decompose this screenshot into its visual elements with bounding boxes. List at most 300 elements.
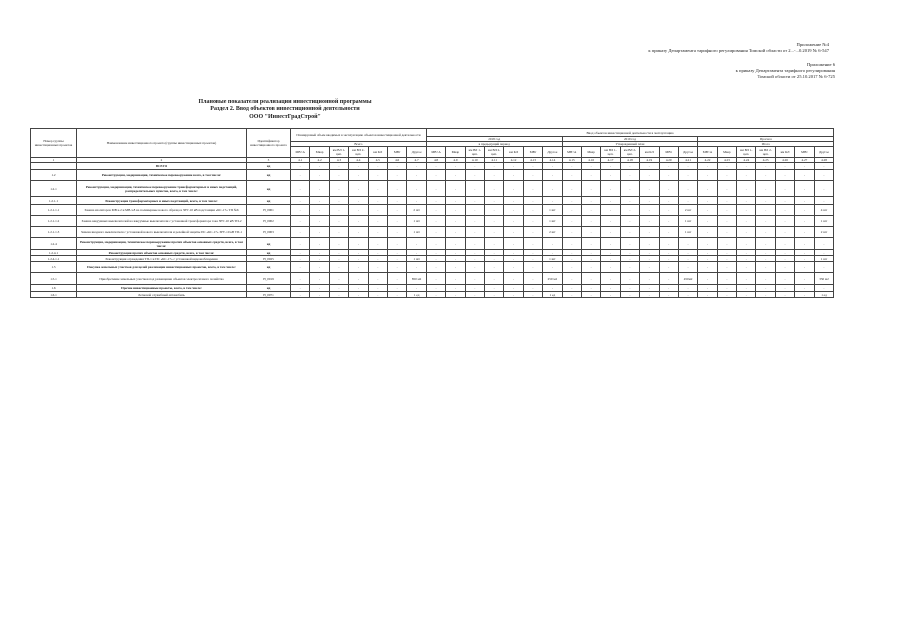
value-cell: - (756, 273, 775, 285)
table-row (31, 273, 834, 285)
value-cell: - (485, 262, 504, 273)
unit-header: Мвар (446, 147, 465, 158)
value-cell: - (426, 285, 445, 292)
value-cell: - (407, 250, 426, 256)
value-cell: - (562, 273, 581, 285)
value-cell: - (310, 250, 329, 256)
value-cell: - (659, 163, 678, 170)
value-cell: - (426, 197, 445, 205)
value-cell: - (465, 205, 484, 216)
appendix-header-1 (648, 42, 829, 54)
title-line-2: Раздел 2. Ввод объектов инвестиционной деятельности (210, 106, 360, 113)
value-cell: - (581, 238, 600, 250)
value-cell: - (620, 216, 639, 227)
value-cell: - (640, 285, 659, 292)
header-forecast: Прогноз (698, 137, 834, 142)
value-cell: - (601, 170, 620, 181)
table-row (31, 170, 834, 181)
table-row (31, 285, 834, 292)
value-cell: - (485, 292, 504, 298)
row-name: Реконструкция, модернизация, техническое перевооружение всего, в том числе: (77, 170, 247, 181)
value-cell: - (698, 163, 717, 170)
unit-header: км КЛ (368, 147, 387, 158)
value-cell: - (426, 181, 445, 197)
value-cell: - (795, 285, 814, 292)
row-name: Покупка земельных участков для целей реализации инвестиционных проектов, всего, в том числе: (77, 262, 247, 273)
value-cell: - (485, 197, 504, 205)
value-cell: - (717, 262, 736, 273)
value-cell: - (562, 205, 581, 216)
value-cell: - (329, 262, 348, 273)
row-name: Замена вакуумных выключателей на вакуумные выключатели с установкой трансформатора тока ЗРУ-10 кВ ТП-2 (77, 216, 247, 227)
row-number: 1.6 (31, 285, 77, 292)
value-cell: 1 шт (407, 227, 426, 238)
unit-header: Другое (678, 147, 697, 158)
value-cell: - (523, 205, 542, 216)
value-cell: - (465, 181, 484, 197)
row-name: Реконструкция прочих объектов основных средств, всего, в том числе: (77, 250, 247, 256)
value-cell: - (756, 250, 775, 256)
value-cell: - (504, 262, 523, 273)
value-cell: - (349, 197, 368, 205)
value-cell: - (659, 197, 678, 205)
value-cell: - (504, 170, 523, 181)
value-cell: - (504, 227, 523, 238)
table-row (31, 216, 834, 227)
unit-header: Другое (543, 147, 562, 158)
value-cell: - (485, 273, 504, 285)
value-cell: - (291, 205, 310, 216)
column-number: 4.24 (737, 158, 756, 163)
value-cell: - (523, 285, 542, 292)
value-cell: - (737, 285, 756, 292)
value-cell: - (601, 256, 620, 262)
value-cell: 2 шт (543, 227, 562, 238)
value-cell: - (426, 238, 445, 250)
value-cell: - (426, 250, 445, 256)
value-cell: 2 шт (407, 205, 426, 216)
value-cell: - (678, 238, 697, 250)
value-cell: - (562, 262, 581, 273)
value-cell: - (465, 292, 484, 298)
value-cell: - (504, 238, 523, 250)
value-cell: - (523, 292, 542, 298)
column-number: 4.19 (640, 158, 659, 163)
value-cell: 1 ед (543, 292, 562, 298)
value-cell: - (368, 216, 387, 227)
row-number: 1.2.4 (31, 238, 77, 250)
value-cell: - (620, 163, 639, 170)
header-total-period: Всего (291, 142, 427, 147)
value-cell: - (620, 250, 639, 256)
value-cell: - (349, 238, 368, 250)
value-cell: - (737, 292, 756, 298)
value-cell: - (407, 181, 426, 197)
value-cell: - (698, 197, 717, 205)
value-cell: - (640, 170, 659, 181)
value-cell: - (640, 238, 659, 250)
value-cell: - (446, 216, 465, 227)
header-forecast-sub: Итого (698, 142, 834, 147)
row-id: нд (247, 170, 291, 181)
value-cell: - (775, 197, 794, 205)
value-cell: - (737, 163, 756, 170)
column-number: 4.20 (659, 158, 678, 163)
value-cell: - (465, 273, 484, 285)
value-cell: - (291, 216, 310, 227)
value-cell: - (387, 285, 406, 292)
value-cell: - (562, 170, 581, 181)
value-cell: - (562, 227, 581, 238)
value-cell: - (485, 170, 504, 181)
value-cell: - (387, 273, 406, 285)
value-cell: - (717, 292, 736, 298)
column-number: 4.26 (775, 158, 794, 163)
value-cell: - (659, 181, 678, 197)
value-cell: - (717, 197, 736, 205)
value-cell: - (407, 163, 426, 170)
value-cell: - (291, 262, 310, 273)
value-cell: - (562, 285, 581, 292)
value-cell: - (775, 238, 794, 250)
value-cell: - (329, 205, 348, 216)
row-name: Замена изоляторов МВ.ч.2 и МВ.ч.8 на полимерные нового образца в ЗРУ-10 кВ подстанции «КС-17» ТП №6 (77, 205, 247, 216)
value-cell: 1 шт (543, 216, 562, 227)
value-cell: - (310, 292, 329, 298)
value-cell: - (504, 250, 523, 256)
value-cell: - (698, 262, 717, 273)
row-id: Н_0025 (247, 256, 291, 262)
value-cell: - (775, 256, 794, 262)
value-cell: - (775, 181, 794, 197)
value-cell: - (640, 197, 659, 205)
value-cell: - (659, 216, 678, 227)
unit-header: МВт (523, 147, 542, 158)
value-cell: - (504, 273, 523, 285)
value-cell: - (504, 163, 523, 170)
value-cell: - (717, 238, 736, 250)
column-number: 4.18 (620, 158, 639, 163)
value-cell: - (601, 273, 620, 285)
investment-table (30, 128, 834, 298)
value-cell: - (349, 170, 368, 181)
column-number: 4.14 (543, 158, 562, 163)
unit-header: Другое (407, 147, 426, 158)
value-cell: - (698, 205, 717, 216)
value-cell: 1 ед (407, 292, 426, 298)
unit-header: МВт (795, 147, 814, 158)
value-cell: - (387, 227, 406, 238)
column-number: 4.12 (504, 158, 523, 163)
value-cell: - (485, 205, 504, 216)
value-cell: - (678, 170, 697, 181)
value-cell: - (775, 273, 794, 285)
value-cell: - (426, 292, 445, 298)
table-row (31, 262, 834, 273)
value-cell: - (795, 262, 814, 273)
row-number (31, 163, 77, 170)
unit-header: км ВЛ 2-цеп. (756, 147, 775, 158)
row-number: 1.2.1 (31, 181, 77, 197)
value-cell: - (291, 250, 310, 256)
value-cell: - (814, 262, 834, 273)
row-id: нд (247, 181, 291, 197)
value-cell: - (465, 285, 484, 292)
row-number: 1.6.1 (31, 292, 77, 298)
value-cell: - (387, 216, 406, 227)
value-cell: - (737, 238, 756, 250)
value-cell: - (407, 170, 426, 181)
appendix-1-line: к приказу Департамента тарифного регулирования Томской области от 2...-...0.2019 № 6-547 (648, 48, 829, 54)
header-2019-sub: Утвержденный план (562, 142, 698, 147)
header-group-no: Номер группы инвестиционных проектов (31, 129, 77, 158)
header-id: Идентификатор инвестиционного проекта (247, 129, 291, 158)
value-cell: - (368, 205, 387, 216)
value-cell: - (659, 273, 678, 285)
value-cell: - (368, 227, 387, 238)
header-row (31, 129, 834, 137)
value-cell: - (523, 216, 542, 227)
value-cell: - (581, 292, 600, 298)
value-cell: - (310, 262, 329, 273)
value-cell: - (756, 197, 775, 205)
unit-header: км ВЛ 2-цеп. (620, 147, 639, 158)
value-cell: - (581, 250, 600, 256)
value-cell: - (756, 170, 775, 181)
column-number: 2 (77, 158, 247, 163)
value-cell: - (756, 227, 775, 238)
value-cell: - (426, 227, 445, 238)
value-cell: - (717, 216, 736, 227)
value-cell: 1 шт (678, 216, 697, 227)
value-cell: - (291, 181, 310, 197)
value-cell: - (581, 273, 600, 285)
value-cell: - (620, 170, 639, 181)
value-cell: - (446, 292, 465, 298)
value-cell: - (601, 262, 620, 273)
value-cell: - (446, 273, 465, 285)
value-cell: - (756, 181, 775, 197)
column-number: 4.1 (291, 158, 310, 163)
value-cell: - (310, 197, 329, 205)
value-cell: - (504, 292, 523, 298)
value-cell: - (678, 197, 697, 205)
row-number: 1.2.4.1 (31, 250, 77, 256)
value-cell: - (446, 227, 465, 238)
value-cell: - (601, 292, 620, 298)
value-cell: - (795, 256, 814, 262)
value-cell: - (814, 285, 834, 292)
value-cell: - (795, 292, 814, 298)
value-cell: - (659, 256, 678, 262)
value-cell: - (523, 227, 542, 238)
column-number: 4.13 (523, 158, 542, 163)
value-cell: - (795, 181, 814, 197)
value-cell: - (737, 197, 756, 205)
value-cell: - (659, 170, 678, 181)
value-cell: - (717, 273, 736, 285)
value-cell: - (795, 170, 814, 181)
value-cell: - (523, 163, 542, 170)
value-cell: - (737, 262, 756, 273)
value-cell: - (407, 238, 426, 250)
value-cell: - (775, 227, 794, 238)
value-cell: - (659, 262, 678, 273)
unit-header: км ВЛ 1-цеп. (737, 147, 756, 158)
value-cell: - (523, 197, 542, 205)
unit-header: км ВЛ 1-цеп. (329, 147, 348, 158)
column-number: 4.4 (349, 158, 368, 163)
value-cell: 1 шт (543, 256, 562, 262)
value-cell: - (659, 205, 678, 216)
value-cell: - (717, 170, 736, 181)
unit-header: км КЛ (640, 147, 659, 158)
value-cell: - (756, 292, 775, 298)
row-name: Реконструкция трансформаторных и иных подстанций, всего, в том числе: (77, 197, 247, 205)
value-cell: - (310, 273, 329, 285)
unit-header: МВ×А (291, 147, 310, 158)
row-name: Реконструкция ограждения ТП-1 и ПС «КС-17» с установкой видеонаблюдения (77, 256, 247, 262)
row-id: нд (247, 285, 291, 292)
row-number: 1.5 (31, 262, 77, 273)
value-cell: - (756, 216, 775, 227)
value-cell: 1 шт (814, 216, 834, 227)
value-cell: - (620, 227, 639, 238)
row-id: Н_0003 (247, 227, 291, 238)
row-id: Н_0001 (247, 205, 291, 216)
column-number: 4.27 (795, 158, 814, 163)
value-cell: - (620, 285, 639, 292)
value-cell: - (737, 256, 756, 262)
value-cell: - (504, 285, 523, 292)
value-cell: - (601, 250, 620, 256)
value-cell: - (640, 181, 659, 197)
column-number: 4.25 (756, 158, 775, 163)
value-cell: - (795, 205, 814, 216)
value-cell: - (485, 285, 504, 292)
value-cell: - (465, 197, 484, 205)
value-cell: - (562, 256, 581, 262)
value-cell: 2 шт (814, 227, 834, 238)
value-cell: 2 шт (678, 205, 697, 216)
value-cell: - (446, 181, 465, 197)
column-number: 4.10 (465, 158, 484, 163)
value-cell: - (698, 285, 717, 292)
row-id: Н_0002 (247, 216, 291, 227)
value-cell: - (601, 238, 620, 250)
column-number: 4.11 (485, 158, 504, 163)
table-row (31, 205, 834, 216)
value-cell: - (795, 238, 814, 250)
value-cell: - (349, 273, 368, 285)
value-cell: - (601, 205, 620, 216)
value-cell: - (349, 250, 368, 256)
value-cell: - (329, 181, 348, 197)
value-cell: - (678, 292, 697, 298)
value-cell: - (620, 205, 639, 216)
value-cell: - (698, 227, 717, 238)
value-cell: - (329, 273, 348, 285)
value-cell: 1 шт (814, 256, 834, 262)
value-cell: - (523, 170, 542, 181)
appendix-1-line: Приложение №4 (796, 42, 829, 47)
value-cell: 4 шт (814, 205, 834, 216)
value-cell: - (426, 205, 445, 216)
appendix-2-line: Томской области от 25.10.2017 № 6-725 (757, 74, 835, 80)
value-cell: - (387, 181, 406, 197)
value-cell: - (659, 285, 678, 292)
value-cell: - (698, 256, 717, 262)
row-number: 1.5.1 (31, 273, 77, 285)
value-cell: - (310, 170, 329, 181)
row-id: нд (247, 262, 291, 273)
value-cell: - (329, 250, 348, 256)
header-year-2018: 2018 год (426, 137, 562, 142)
unit-header: км ВЛ 2-цеп. (485, 147, 504, 158)
value-cell: - (387, 292, 406, 298)
value-cell: - (543, 250, 562, 256)
value-cell: - (717, 250, 736, 256)
value-cell: - (814, 197, 834, 205)
value-cell: - (387, 205, 406, 216)
value-cell: - (291, 197, 310, 205)
value-cell: - (349, 227, 368, 238)
column-number: 4.2 (310, 158, 329, 163)
value-cell: - (795, 273, 814, 285)
value-cell: - (581, 181, 600, 197)
value-cell: - (601, 181, 620, 197)
row-id: Н_0019 (247, 273, 291, 285)
value-cell: - (465, 163, 484, 170)
value-cell: - (465, 227, 484, 238)
value-cell: - (446, 170, 465, 181)
value-cell: - (620, 181, 639, 197)
value-cell: - (504, 205, 523, 216)
row-name: ВСЕГО (77, 163, 247, 170)
value-cell: - (387, 197, 406, 205)
value-cell: - (310, 238, 329, 250)
value-cell: - (523, 250, 542, 256)
value-cell: - (640, 205, 659, 216)
value-cell: - (543, 197, 562, 205)
value-cell: - (329, 170, 348, 181)
value-cell: - (310, 205, 329, 216)
value-cell: - (640, 227, 659, 238)
value-cell: - (543, 262, 562, 273)
value-cell: - (814, 170, 834, 181)
value-cell: - (523, 262, 542, 273)
value-cell: - (620, 238, 639, 250)
value-cell: - (562, 216, 581, 227)
value-cell: - (620, 292, 639, 298)
value-cell: - (601, 163, 620, 170)
value-cell: - (562, 238, 581, 250)
value-cell: - (368, 170, 387, 181)
value-cell: - (698, 292, 717, 298)
column-number: 4.9 (446, 158, 465, 163)
value-cell: - (756, 205, 775, 216)
value-cell: - (329, 285, 348, 292)
value-cell: - (601, 197, 620, 205)
value-cell: - (465, 238, 484, 250)
row-name: Прочие инвестиционные проекты, всего, в том числе: (77, 285, 247, 292)
value-cell: - (717, 256, 736, 262)
column-number: 4.28 (814, 158, 834, 163)
value-cell: - (368, 262, 387, 273)
row-number: 1.2.1.1.3 (31, 227, 77, 238)
value-cell: - (504, 197, 523, 205)
value-cell: - (640, 163, 659, 170)
